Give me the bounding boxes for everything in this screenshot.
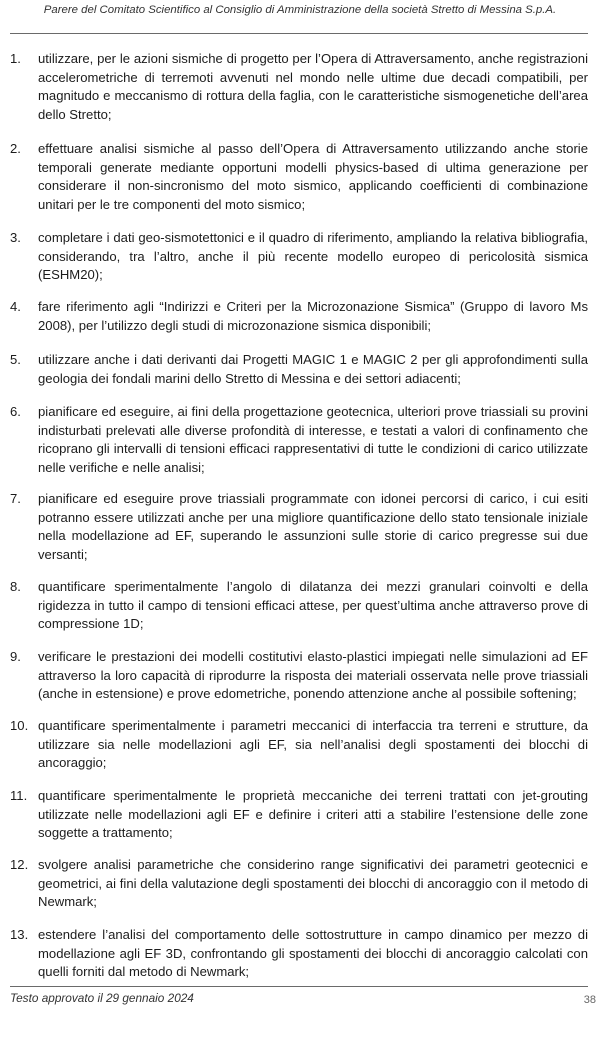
item-text: completare i dati geo-sismotettonici e il quadro di riferimento, ampliando la relativa bibliografia, considerando, tra l’altro, anche il più recente modello europeo di pericolosità sismica (ESHM20); — [38, 230, 588, 283]
list-item — [10, 490, 588, 564]
header-divider — [10, 33, 588, 34]
item-text: effettuare analisi sismiche al passo dell’Opera di Attraversamento utilizzando anche storie temporali generate mediante opportuni modelli physics-based di ultima generazione per considerare il non-sincronismo del moto sismico, applicando coefficienti di combinazione unitari per le tre componenti del moto sismico; — [38, 141, 588, 212]
item-number: 10. — [10, 718, 29, 733]
item-text: utilizzare anche i dati derivanti dai Progetti MAGIC 1 e MAGIC 2 per gli approfondimenti sulla geologia dei fondali marini dello Stretto di Messina e dei settori adiacenti; — [38, 352, 588, 386]
item-number: 3. — [10, 230, 21, 245]
list-item — [10, 229, 588, 285]
item-number: 8. — [10, 579, 21, 594]
list-item — [10, 351, 588, 388]
list-item — [10, 578, 588, 634]
footer-divider — [10, 986, 588, 987]
list-item — [10, 50, 588, 124]
page-number: 38 — [583, 994, 596, 1006]
item-number: 6. — [10, 404, 21, 419]
item-number: 1. — [10, 51, 21, 66]
item-number: 5. — [10, 352, 21, 367]
list-item — [10, 140, 588, 214]
page-header: Parere del Comitato Scientifico al Consiglio di Amministrazione della società Stretto di Messina S.p.A. — [43, 4, 557, 16]
item-text: pianificare ed eseguire, ai fini della progettazione geotecnica, ulteriori prove triassiali su provini indisturbati prelevati alle diverse profondità di interesse, e testati a valori di confinamento che ricoprano gli intervalli di tensioni efficaci rappresentativi di tutte le condizioni di carico utilizzate nelle verifiche e nelle analisi; — [38, 404, 588, 475]
item-text: quantificare sperimentalmente i parametri meccanici di interfaccia tra terreni e strutture, da utilizzare sia nelle modellazioni agli EF, sia nell’analisi degli spostamenti dei blocchi di ancoraggio; — [38, 718, 588, 771]
item-text: fare riferimento agli “Indirizzi e Criteri per la Microzonazione Sismica” (Gruppo di lavoro Ms 2008), per l’utilizzo degli studi di microzonazione sismica disponibili; — [38, 299, 588, 333]
list-item — [10, 926, 588, 982]
item-text: quantificare sperimentalmente le proprietà meccaniche dei terreni trattati con jet-grouting utilizzate nelle modellazioni agli EF e definire i criteri atti a stabilire l’estensione delle zone soggette a trattamento; — [38, 788, 588, 841]
item-text: pianificare ed eseguire prove triassiali programmate con idonei percorsi di carico, i cui esiti potranno essere utilizzati anche per una migliore quantificazione dello stato tensionale iniziale nella modellazione ad EF, superando le assunzioni sulle storie di carico pregresse sui due versanti; — [38, 491, 588, 562]
list-item — [10, 298, 588, 335]
item-number: 13. — [10, 927, 29, 942]
item-number: 12. — [10, 857, 29, 872]
item-number: 4. — [10, 299, 21, 314]
item-text: verificare le prestazioni dei modelli costitutivi elasto-plastici impiegati nelle simulazioni ad EF attraverso la loro capacità di riprodurre la risposta dei materiali osservata nelle prove triassiali (anche in estensione) e prove edometriche, ponendo attenzione anche al possibile softening; — [38, 649, 588, 702]
item-text: estendere l’analisi del comportamento delle sottostrutture in campo dinamico per mezzo di modellazione agli EF 3D, confrontando gli spostamenti dei blocchi di ancoraggio calcolati con quelli forniti dal metodo di Newmark; — [38, 927, 588, 980]
item-number: 7. — [10, 491, 21, 506]
list-item — [10, 403, 588, 477]
item-number: 2. — [10, 141, 21, 156]
list-item — [10, 717, 588, 773]
item-number: 11. — [10, 788, 28, 803]
item-text: quantificare sperimentalmente l’angolo di dilatanza dei mezzi granulari coinvolti e della rigidezza in tutto il campo di tensioni efficaci attese, per quest’ultima anche attraverso prove di compressione 1D; — [38, 579, 588, 632]
item-number: 9. — [10, 649, 21, 664]
list-item — [10, 787, 588, 843]
list-item — [10, 856, 588, 912]
list-item — [10, 648, 588, 704]
item-text: utilizzare, per le azioni sismiche di progetto per l’Opera di Attraversamento, anche registrazioni accelerometriche di terremoti avvenuti nel mondo nelle ultime due decadi compatibili, per magnitudo e meccanismo di rottura della faglia, con le caratteristiche sismogenetiche dell’area dello Stretto; — [38, 51, 588, 122]
item-text: svolgere analisi parametriche che considerino range significativi dei parametri geotecnici e geometrici, ai fini della valutazione degli spostamenti dei blocchi di ancoraggio con il metodo di Newmark; — [38, 857, 588, 910]
approval-date: Testo approvato il 29 gennaio 2024 — [10, 991, 194, 1005]
